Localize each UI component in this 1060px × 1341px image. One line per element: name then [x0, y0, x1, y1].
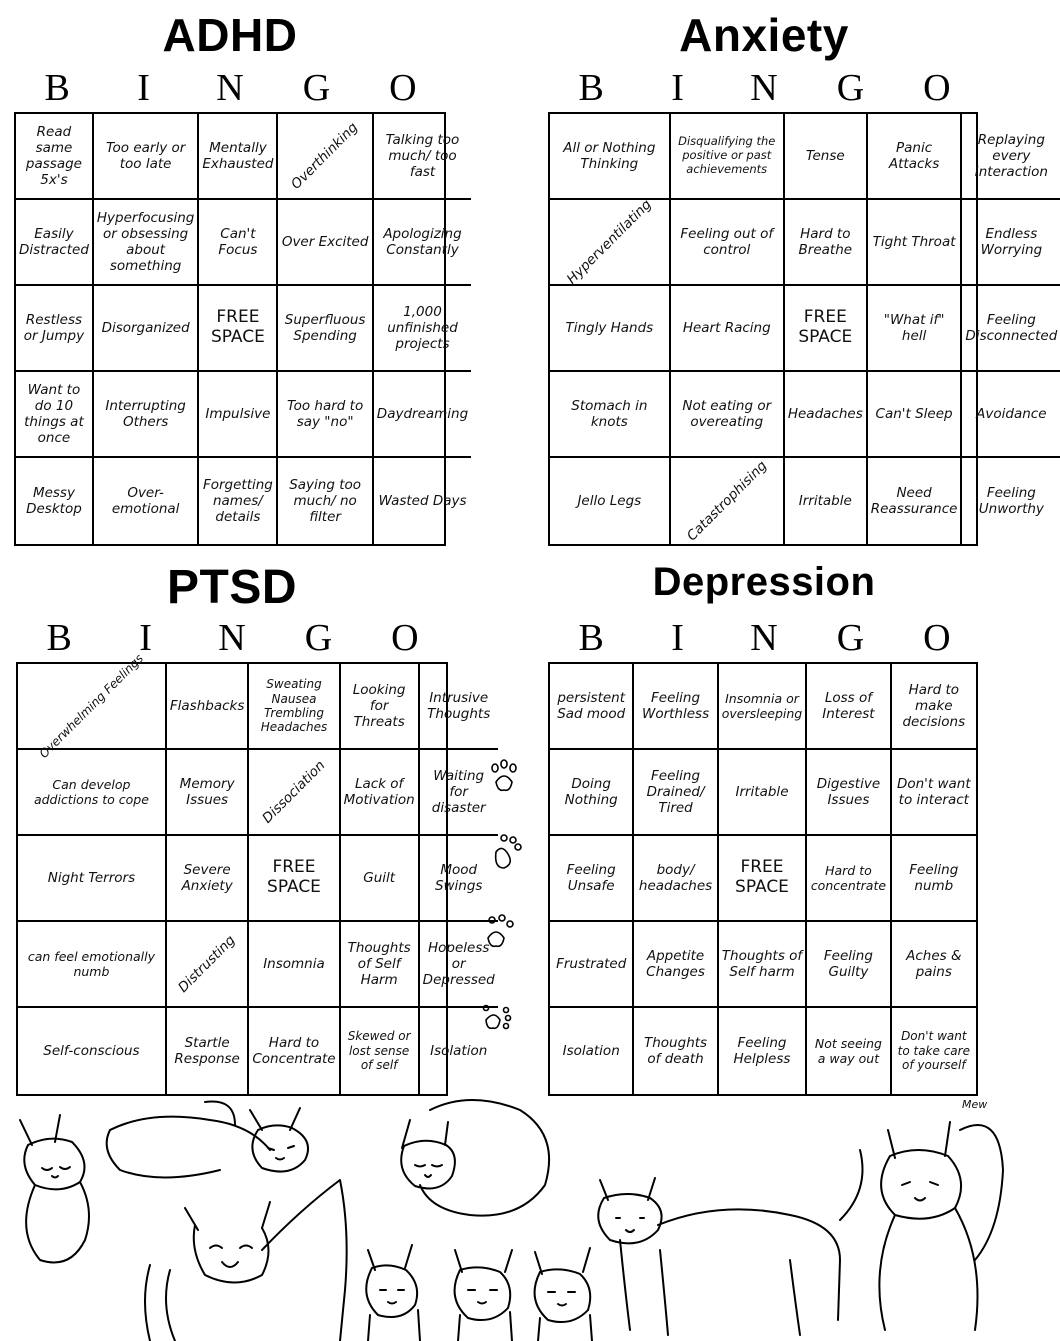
- bingo-cell: Panic Attacks: [868, 114, 963, 200]
- bingo-cell: Dissociation: [249, 750, 340, 836]
- bingo-cell: Thoughts of Self Harm: [341, 922, 420, 1008]
- cat-icon: [107, 1101, 308, 1177]
- bingo-cell: Feeling Helpless: [719, 1008, 808, 1094]
- cat-icon: [598, 1150, 862, 1335]
- board-title: ADHD: [162, 9, 298, 61]
- paw-print-icon: [492, 760, 516, 790]
- paw-print-icon: [488, 915, 513, 946]
- bingo-letter: N: [750, 67, 778, 109]
- bingo-cell: Feeling Worthless: [634, 664, 718, 750]
- bingo-cell: Frustrated: [550, 922, 634, 1008]
- bingo-cell: Avoidance: [962, 372, 1060, 458]
- bingo-cell: Apologizing Constantly: [374, 200, 471, 286]
- free-space-cell: FREE SPACE: [785, 286, 868, 372]
- bingo-cell: Hard to Breathe: [785, 200, 868, 286]
- bingo-cell: Stomach in knots: [550, 372, 671, 458]
- board-adhd: [14, 0, 469, 546]
- bingo-cell: Hyperventilating: [550, 200, 671, 286]
- bingo-cell: Tight Throat: [868, 200, 963, 286]
- bingo-cell: Overwhelming Feelings: [18, 664, 167, 750]
- bingo-header: [14, 66, 446, 110]
- paw-prints-illustration: [470, 740, 530, 1040]
- bingo-cell: Catastrophising: [671, 458, 785, 544]
- bingo-cell: Hopeless or Depressed: [420, 922, 498, 1008]
- free-space-cell: FREE SPACE: [199, 286, 278, 372]
- bingo-letter: B: [578, 67, 604, 109]
- bingo-cell: Tense: [785, 114, 868, 200]
- bingo-cell: Isolation: [550, 1008, 634, 1094]
- bingo-letter: B: [578, 617, 604, 659]
- bingo-cell: Overthinking: [278, 114, 373, 200]
- bingo-cell: Feeling Disconnected: [962, 286, 1060, 372]
- bingo-cell: Feeling Guilty: [807, 922, 891, 1008]
- cat-icon: [455, 1250, 512, 1341]
- bingo-cell: 1,000 unfinished projects: [374, 286, 471, 372]
- bingo-cell: All or Nothing Thinking: [550, 114, 671, 200]
- bingo-letter: N: [750, 617, 778, 659]
- bingo-grid: [548, 662, 978, 1096]
- bingo-cell: Isolation: [430, 1042, 488, 1059]
- bingo-cell: Night Terrors: [18, 836, 167, 922]
- bingo-cell: Severe Anxiety: [167, 836, 250, 922]
- bingo-cell: Impulsive: [199, 372, 278, 458]
- bingo-cell: Feeling numb: [892, 836, 976, 922]
- bingo-cell: Can't Sleep: [868, 372, 963, 458]
- bingo-cell: Hard to concentrate: [807, 836, 891, 922]
- bingo-cell: persistent Sad mood: [550, 664, 634, 750]
- bingo-letter: B: [44, 67, 70, 109]
- bingo-cell: Over Excited: [278, 200, 373, 286]
- bingo-cell: Guilt: [341, 836, 420, 922]
- bingo-letter: G: [304, 617, 333, 659]
- bingo-cell: Easily Distracted: [16, 200, 94, 286]
- bingo-cell: Waiting for disaster: [420, 750, 498, 836]
- bingo-grid: [14, 112, 469, 546]
- bingo-cell: Feeling out of control: [671, 200, 785, 286]
- bingo-cell: Feeling Unworthy: [978, 484, 1044, 517]
- bingo-cell: Replaying every Interaction: [962, 114, 1060, 200]
- board-ptsd: [16, 556, 495, 1096]
- bingo-cell: Insomnia: [249, 922, 340, 1008]
- bingo-letter: B: [46, 617, 72, 659]
- bingo-cell: Distrusting: [167, 922, 250, 1008]
- paw-print-icon: [496, 835, 521, 868]
- bingo-cell: Sweating Nausea Trembling Headaches: [249, 664, 340, 750]
- bingo-cell: Don't want to take care of yourself: [897, 1029, 970, 1073]
- bingo-letter: I: [139, 617, 152, 659]
- bingo-cell: Flashbacks: [167, 664, 250, 750]
- bingo-cell: Loss of Interest: [807, 664, 891, 750]
- bingo-cell: Doing Nothing: [550, 750, 634, 836]
- bingo-letter: O: [923, 67, 951, 109]
- bingo-cell: Hard to make decisions: [892, 664, 976, 750]
- bingo-cell: Talking too much/ too fast: [374, 114, 471, 200]
- bingo-cell: Too early or too late: [94, 114, 199, 200]
- cat-icon: [401, 1100, 549, 1216]
- bingo-cell: Memory Issues: [167, 750, 250, 836]
- bingo-cell: Skewed or lost sense of self: [341, 1008, 420, 1094]
- free-space-cell: FREE SPACE: [249, 836, 340, 922]
- bingo-cell: body/ headaches: [634, 836, 718, 922]
- bingo-cell: Startle Response: [167, 1008, 250, 1094]
- bingo-cell: Endless Worrying: [962, 200, 1060, 286]
- bingo-cell: Jello Legs: [550, 458, 671, 544]
- bingo-cell: Digestive Issues: [807, 750, 891, 836]
- bingo-cell: Mentally Exhausted: [199, 114, 278, 200]
- bingo-grid: [16, 651, 495, 1096]
- bingo-cell: Thoughts of Self harm: [719, 922, 808, 1008]
- bingo-cell: Disqualifying the positive or past achievements: [671, 114, 785, 200]
- board-anxiety: [548, 0, 1058, 546]
- bingo-cell: Not eating or overeating: [671, 372, 785, 458]
- bingo-cell: Interrupting Others: [94, 372, 199, 458]
- bingo-cell: Feeling Unsafe: [550, 836, 634, 922]
- bingo-letter: G: [836, 617, 865, 659]
- bingo-cell: Saying too much/ no filter: [278, 458, 373, 544]
- bingo-cell: Not seeing a way out: [807, 1008, 891, 1094]
- bingo-cell: "What if" hell: [868, 286, 963, 372]
- board-depression: [548, 556, 980, 1096]
- bingo-cell: Lack of Motivation: [341, 750, 420, 836]
- bingo-cell: Don't want to interact: [892, 750, 976, 836]
- bingo-cell: Wasted Days: [378, 492, 467, 509]
- bingo-cell: Intrusive Thoughts: [420, 664, 498, 750]
- cat-icon: [535, 1248, 592, 1341]
- bingo-cell: Insomnia or oversleeping: [719, 664, 808, 750]
- cat-icon: [879, 1122, 1003, 1330]
- bingo-cell: Irritable: [719, 750, 808, 836]
- bingo-cell: Tingly Hands: [550, 286, 671, 372]
- bingo-cell: Headaches: [785, 372, 868, 458]
- bingo-cell: Hard to Concentrate: [249, 1008, 340, 1094]
- bingo-letter: O: [391, 617, 419, 659]
- bingo-letter: G: [836, 67, 865, 109]
- bingo-letter: O: [389, 67, 417, 109]
- bingo-cell: Read same passage 5x's: [16, 114, 94, 200]
- bingo-cell: Forgetting names/ details: [199, 458, 278, 544]
- cat-caption: Mew: [962, 1098, 988, 1111]
- bingo-cell: Over-emotional: [94, 458, 199, 544]
- free-space-cell: FREE SPACE: [719, 836, 808, 922]
- bingo-letter: I: [671, 67, 684, 109]
- bingo-header: [16, 616, 448, 660]
- bingo-cell: Superfluous Spending: [278, 286, 373, 372]
- bingo-cell: Heart Racing: [671, 286, 785, 372]
- bingo-cell: Can develop addictions to cope: [18, 750, 167, 836]
- bingo-letter: I: [671, 617, 684, 659]
- board-title: Depression: [652, 560, 876, 604]
- board-title: Anxiety: [679, 9, 849, 61]
- bingo-cell: Looking for Threats: [341, 664, 420, 750]
- cats-illustration: [0, 1090, 1005, 1341]
- bingo-cell: Hyperfocusing or obsessing about something: [94, 200, 199, 286]
- bingo-cell: Restless or Jumpy: [16, 286, 94, 372]
- bingo-header: [548, 66, 980, 110]
- bingo-cell: Too hard to say "no": [278, 372, 373, 458]
- bingo-cell: Self-conscious: [18, 1008, 167, 1094]
- bingo-cell: Feeling Drained/ Tired: [634, 750, 718, 836]
- bingo-cell: Can't Focus: [199, 200, 278, 286]
- paw-print-icon: [484, 1006, 511, 1029]
- bingo-cell: Aches & pains: [892, 922, 976, 1008]
- bingo-cell: Want to do 10 things at once: [16, 372, 94, 458]
- bingo-cell: Mood Swings: [420, 836, 498, 922]
- bingo-letter: G: [302, 67, 331, 109]
- cat-icon: [145, 1180, 347, 1341]
- bingo-cell: can feel emotionally numb: [18, 922, 167, 1008]
- bingo-letter: O: [923, 617, 951, 659]
- cat-icon: [20, 1115, 89, 1263]
- bingo-letter: N: [216, 67, 244, 109]
- bingo-letter: N: [218, 617, 246, 659]
- bingo-cell: Irritable: [785, 458, 868, 544]
- bingo-cell: Daydreaming: [374, 372, 471, 458]
- bingo-cell: Disorganized: [94, 286, 199, 372]
- bingo-cell: Need Reassurance: [868, 458, 963, 544]
- bingo-cell: Messy Desktop: [16, 458, 94, 544]
- bingo-header: [548, 616, 980, 660]
- bingo-letter: I: [137, 67, 150, 109]
- board-title: PTSD: [166, 561, 297, 614]
- cat-icon: [366, 1245, 420, 1341]
- bingo-grid: [548, 112, 1058, 546]
- bingo-cell: Appetite Changes: [634, 922, 718, 1008]
- bingo-cell: Thoughts of death: [634, 1008, 718, 1094]
